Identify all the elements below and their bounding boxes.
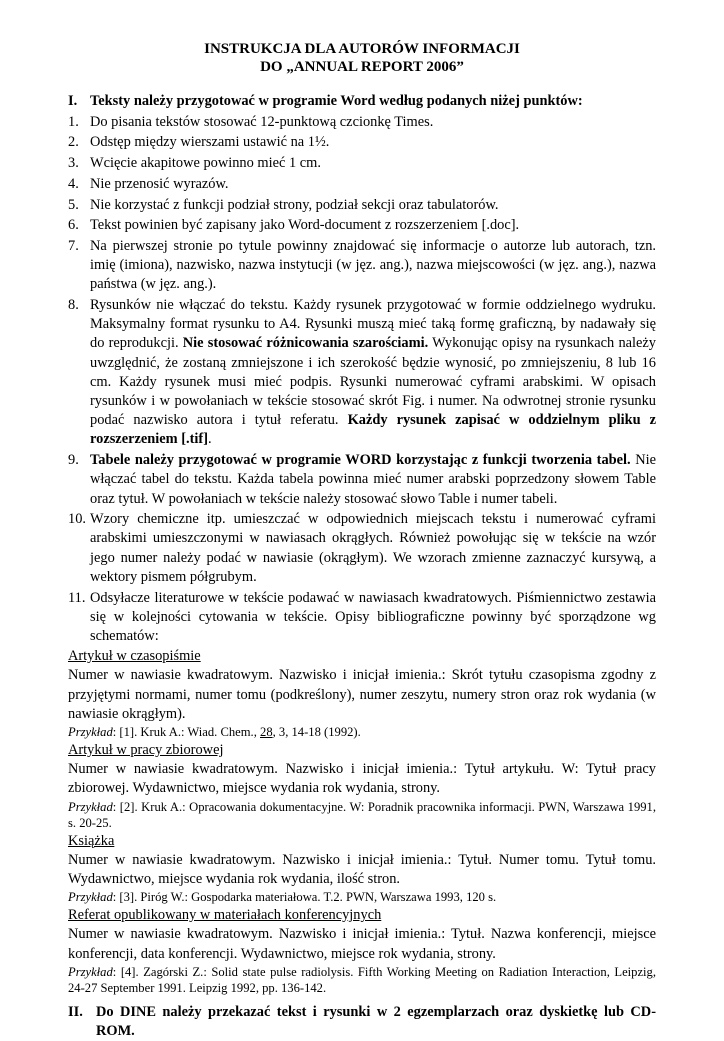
list-item-2	[68, 133, 656, 152]
list-item-8	[68, 296, 656, 450]
list-item-7	[68, 237, 656, 295]
example-text: : [2]. Kruk A.: Opracowania dokumentacyjne. W: Poradnik pracownika informacji. PWN, Warszawa 1991, s. 20-25.	[68, 799, 656, 830]
item-number: 3.	[68, 155, 79, 172]
section-number: II.	[68, 1003, 83, 1020]
list-item-1	[68, 113, 656, 132]
item-number: 7.	[68, 237, 79, 254]
item-text: Odsyłacze literaturowe w tekście podawać w nawiasach kwadratowych. Piśmiennictwo zestawia się w kolejności cytowania w tekście. Opisy bibliograficzne powinny być sporządzone wg schematów:	[90, 589, 656, 644]
item-text: Wzory chemiczne itp. umieszczać w odpowiednich miejscach tekstu i numerować cyframi arabskimi umieszczonymi w nawiasach okrągłych. Również powołując się w tekście na wzór jego numer należy podać w nawiasie (okrągłym). We wzorach zmienne zaznaczyć kursywą, a wektory pismem półgrubym.	[90, 511, 656, 585]
item-text: Do pisania tekstów stosować 12-punktową czcionkę Times.	[90, 113, 434, 130]
section-text: Do DINE należy przekazać tekst i rysunki w 2 egzemplarzach oraz dyskietkę lub CD-ROM.	[96, 1003, 656, 1040]
item-text-part: Wykonując opisy na rysunkach należy uwzględnić, że zostaną zmniejszone i ich szerokość będzie wynosić, po zmniejszeniu, 8 lub 16 cm. Każdy rysunek musi mieć podpis. Rysunki numerować cyframi arabskimi. W opisach rysunków i w powołaniach w tekście stosować skrót Fig. i numer. Na odwrotnej stronie rysunku podać nazwisko autora i tytuł referatu.	[90, 335, 656, 429]
example-label: Przykład	[68, 964, 113, 979]
item-text: Odstęp między wierszami ustawić na 1½.	[90, 134, 330, 151]
section-1-heading	[68, 92, 656, 111]
example-label: Przykład	[68, 725, 113, 739]
section-2	[68, 1003, 656, 1041]
ref-scheme-example	[68, 724, 656, 740]
item-text-bold: Każdy rysunek zapisać w oddzielnym pliku z rozszerzeniem [.tif]	[90, 412, 657, 448]
ref-scheme-heading: Książka	[68, 832, 115, 849]
ref-scheme-example	[68, 889, 656, 905]
ref-scheme-description: Numer w nawiasie kwadratowym. Nazwisko i inicjał imienia.: Tytuł. Nazwa konferencji, miejsce konferencji, data konferencji. Wydawnictwo, miejsce rok wydania, strony.	[68, 926, 656, 962]
item-number: 8.	[68, 297, 79, 314]
list-item-9	[68, 451, 656, 509]
ref-scheme-example	[68, 799, 656, 831]
item-number: 9.	[68, 452, 79, 469]
ref-scheme-heading: Referat opublikowany w materiałach konferencyjnych	[68, 907, 382, 924]
ref-scheme-heading: Artykuł w czasopiśmie	[68, 648, 201, 665]
document-title-line-1: INSTRUKCJA DLA AUTORÓW INFORMACJI	[204, 41, 520, 57]
ref-scheme-example	[68, 964, 656, 996]
item-text-bold: Tabele należy przygotować w programie WORD korzystając z funkcji tworzenia tabel.	[90, 452, 631, 469]
item-text	[90, 451, 656, 509]
example-text: , 3, 14-18 (1992).	[272, 725, 361, 739]
item-number: 5.	[68, 196, 79, 213]
list-item-5	[68, 196, 656, 215]
example-text: : [1]. Kruk A.: Wiad. Chem.,	[112, 725, 261, 739]
ref-scheme-heading: Artykuł w pracy zbiorowej	[68, 742, 224, 758]
item-number: 10.	[68, 511, 86, 528]
item-text: Wcięcie akapitowe powinno mieć 1 cm.	[90, 155, 321, 172]
item-text: Na pierwszej stronie po tytule powinny znajdować się informacje o autorze lub autorach, tzn. imię (imiona), nazwisko, nazwa instytucji (w jęz. ang.), nazwa miejscowości (w jęz. ang.), nazwa państwa (w jęz. ang.).	[90, 237, 656, 293]
item-text-part: .	[208, 431, 212, 448]
example-text: : [4]. Zagórski Z.: Solid state pulse radiolysis. Fifth Working Meeting on Radiation Interaction, Leipzig, 24-27 September 1991. Leipzig 1992, pp. 136-142.	[68, 964, 656, 995]
item-number: 2.	[68, 134, 79, 151]
item-text-bold: Nie stosować różnicowania szarościami.	[182, 335, 429, 352]
document-title-line-2: DO „ANNUAL REPORT 2006”	[260, 59, 464, 75]
item-text: Nie korzystać z funkcji podział strony, podział sekcji oraz tabulatorów.	[90, 196, 499, 213]
list-item-3	[68, 154, 656, 173]
item-number: 11.	[68, 589, 86, 606]
item-number: 4.	[68, 175, 79, 192]
item-number: 6.	[68, 217, 79, 234]
example-volume: 28	[260, 725, 273, 739]
section-heading-text: Teksty należy przygotować w programie Word według podanych niżej punktów:	[90, 93, 583, 109]
item-text-part: Rysunków nie włączać do tekstu. Każdy rysunek przygotować w formie oddzielnego wydruku. Maksymalny format rysunku to A4. Rysunki muszą mieć taką formę graficzną, by nadawały się do reprodukcji.	[90, 297, 656, 352]
item-text: Tekst powinien być zapisany jako Word-document z rozszerzeniem [.doc].	[90, 217, 520, 234]
example-label: Przykład	[68, 799, 113, 814]
ref-scheme-description: Numer w nawiasie kwadratowym. Nazwisko i inicjał imienia.: Tytuł. Numer tomu. Tytuł tomu. Wydawnictwo, miejsce wydania rok wydania, ilość stron.	[68, 851, 656, 888]
list-item-6	[68, 216, 656, 235]
item-text	[90, 296, 656, 450]
item-text: Nie przenosić wyrazów.	[90, 175, 229, 192]
list-item-11	[68, 589, 656, 647]
example-text: : [3]. Piróg W.: Gospodarka materiałowa. T.2. PWN, Warszawa 1993, 120 s.	[112, 890, 497, 905]
list-item-10	[68, 510, 656, 587]
ref-scheme-description: Numer w nawiasie kwadratowym. Nazwisko i inicjał imienia.: Tytuł artykułu. W: Tytuł pracy zbiorowej. Wydawnictwo, miejsce wydania rok wydania, strony.	[68, 761, 656, 797]
item-text-part: Nie włączać tabel do tekstu. Każda tabela powinna mieć numer arabski poprzedzony słowem Table oraz tytuł. W powołaniach w tekście należy stosować słowo Table i numer tabeli.	[90, 452, 656, 507]
example-label: Przykład	[68, 890, 113, 905]
list-item-4	[68, 175, 656, 194]
ref-scheme-description: Numer w nawiasie kwadratowym. Nazwisko i inicjał imienia.: Skrót tytułu czasopisma zgodny z przyjętymi normami, numer tomu (podkreślony), numer zeszytu, numery stron oraz rok wydania (w nawiasie okrągłym).	[68, 667, 656, 722]
item-number: 1.	[68, 113, 79, 130]
document-body	[68, 92, 656, 1041]
section-number: I.	[68, 93, 78, 109]
